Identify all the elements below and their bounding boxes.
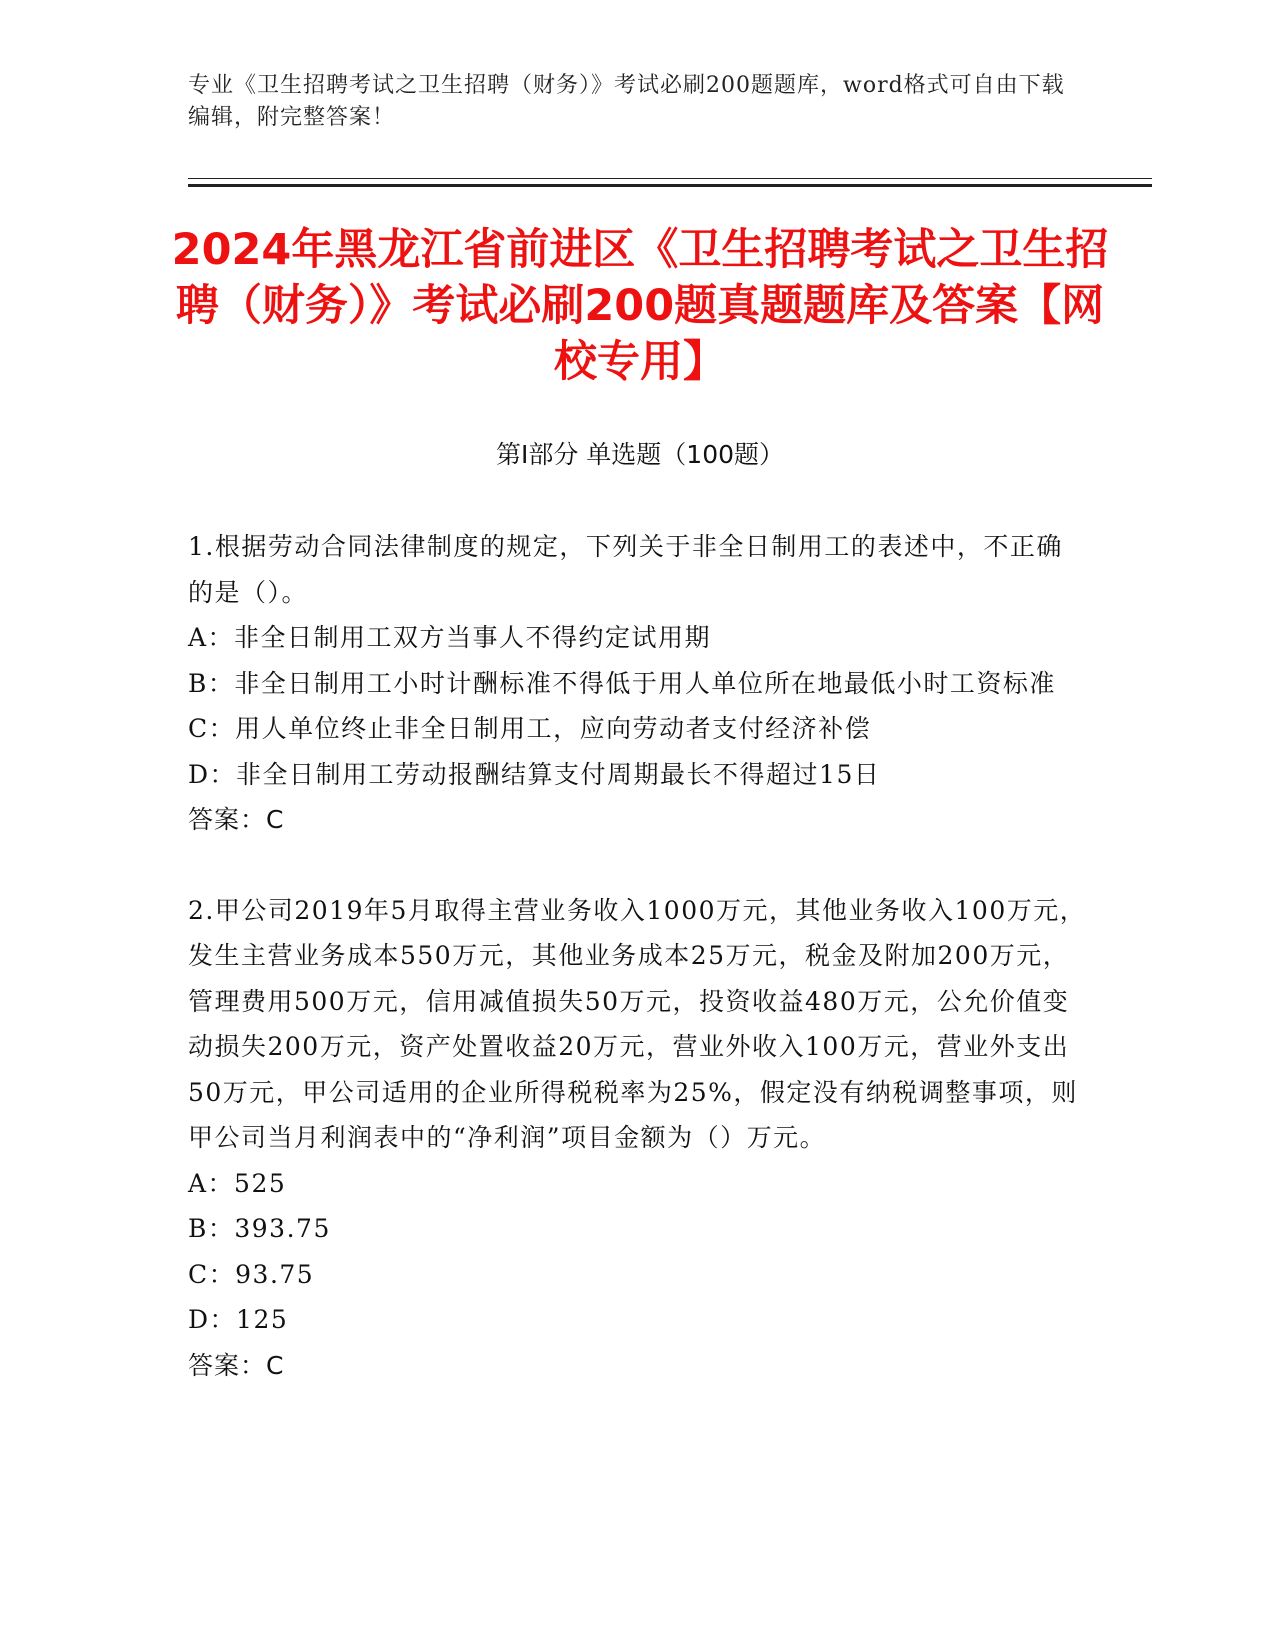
option-b: B：非全日制用工小时计酬标准不得低于用人单位所在地最低小时工资标准 [188, 668, 1056, 698]
option-d: D：125 [188, 1305, 289, 1334]
question-2 [188, 888, 1088, 1389]
header-divider-thick [188, 184, 1152, 187]
question-stem: 1.根据劳动合同法律制度的规定，下列关于非全日制用工的表述中，不正确的是（）。 [188, 532, 1063, 607]
option-a: A：非全日制用工双方当事人不得约定试用期 [188, 623, 712, 652]
answer: 答案：C [188, 1350, 285, 1380]
option-b: B：393.75 [188, 1214, 331, 1243]
question-list [188, 524, 1088, 1388]
answer: 答案：C [188, 805, 285, 834]
question-stem: 2.甲公司2019年5月取得主营业务收入1000万元，其他业务收入100万元，发生主营业务成本550万元，其他业务成本25万元，税金及附加200万元，管理费用500万元，信用减值损失50万元，投资收益480万元，公允价值变动损失200万元，资产处置收益20万元，营业外收入100万元，营业外支出50万元，甲公司适用的企业所得税税率为25%，假定没有纳税调整事项，则甲公司当月利润表中的“净利润”项目金额为（）万元。 [188, 895, 1087, 1152]
option-c: C：93.75 [188, 1259, 315, 1289]
option-a: A：525 [188, 1168, 287, 1198]
question-1 [188, 524, 1088, 843]
section-title: 第I部分 单选题（100题） [495, 440, 785, 469]
header-divider-thin [188, 178, 1152, 179]
header-note: 专业《卫生招聘考试之卫生招聘（财务）》考试必刷200题题库，word格式可自由下载编辑，附完整答案！ [188, 73, 1065, 130]
option-c: C：用人单位终止非全日制用工，应向劳动者支付经济补偿 [188, 714, 872, 743]
option-d: D：非全日制用工劳动报酬结算支付周期最长不得超过15日 [188, 759, 881, 789]
document-title: 2024年黑龙江省前进区《卫生招聘考试之卫生招聘（财务）》考试必刷200题真题题库及答案【网校专用】 [171, 225, 1109, 387]
